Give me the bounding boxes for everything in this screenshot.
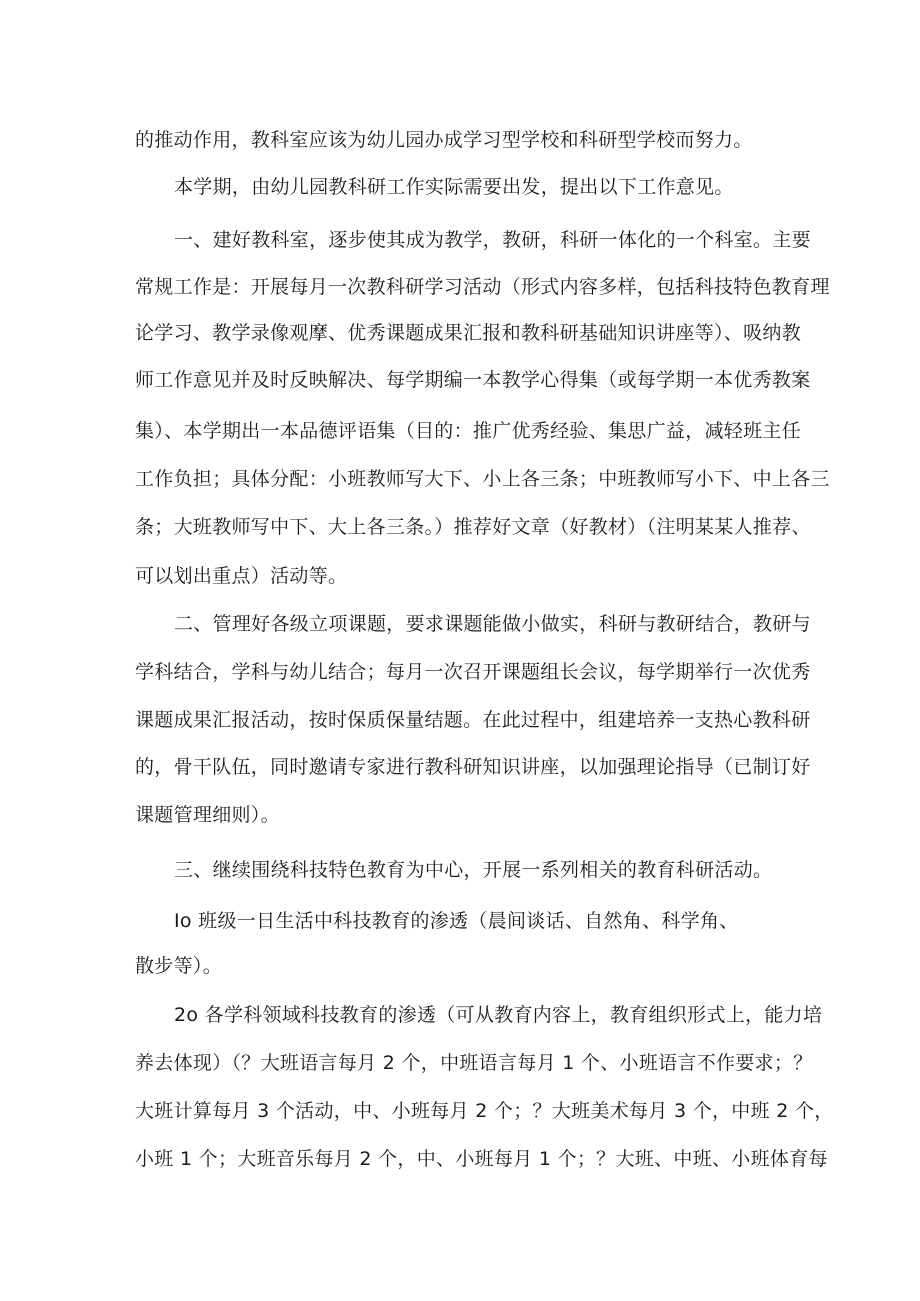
text-line: 课题管理细则）。 — [135, 804, 280, 826]
text-line: 散步等）。 — [135, 955, 223, 977]
text-line: 可以划出重点）活动等。 — [135, 565, 348, 587]
text-line: 课题成果汇报活动，按时保质保量结题。在此过程中，组建培养一支热心教科研 — [135, 709, 811, 731]
text-line: Io 班级一日生活中科技教育的渗透（晨间谈话、自然角、科学角、 — [174, 910, 739, 932]
text-line: 2o 各学科领域科技教育的渗透（可从教育内容上，教育组织形式上，能力培 — [174, 1004, 823, 1026]
text-line: 工作负担；具体分配：小班教师写大下、小上各三条；中班教师写小下、中上各三 — [135, 468, 830, 490]
text-line: 的，骨干队伍，同时邀请专家进行教科研知识讲座，以加强理论指导（已制订好 — [135, 756, 811, 778]
text-line: 二、管理好各级立项课题，要求课题能做小做实，科研与教研结合，教研与 — [174, 613, 811, 635]
text-line: 大班计算每月 3 个活动，中、小班每月 2 个；？大班美术每月 3 个，中班 2 个， — [135, 1100, 834, 1122]
text-line: 常规工作是：开展每月一次教科研学习活动（形式内容多样，包括科技特色教育理 — [135, 276, 830, 298]
text-line: 学科结合，学科与幼儿结合；每月一次召开课题组长会议，每学期举行一次优秀 — [135, 661, 811, 683]
text-line: 师工作意见并及时反映解决、每学期编一本教学心得集（或每学期一本优秀教案 — [135, 369, 811, 391]
text-line: 条；大班教师写中下、大上各三条。）推荐好文章（好教材）（注明某某人推荐、 — [135, 516, 811, 538]
text-line: 养去体现）（？大班语言每月 2 个，中班语言每月 1 个、小班语言不作要求；？ — [135, 1052, 813, 1074]
text-line: 的推动作用，教科室应该为幼儿园办成学习型学校和科研型学校而努力。 — [135, 129, 753, 151]
text-line: 小班 1 个；大班音乐每月 2 个，中、小班每月 1 个；？大班、中班、小班体育每 — [135, 1148, 828, 1170]
text-line: 本学期，由幼儿园教科研工作实际需要出发，提出以下工作意见。 — [174, 176, 734, 198]
text-line: 三、继续围绕科技特色教育为中心，开展一系列相关的教育科研活动。 — [174, 859, 773, 881]
text-line: 论学习、教学录像观摩、优秀课题成果汇报和教科研基础知识讲座等）、吸纳教 — [135, 322, 802, 344]
text-line: 一、建好教科室，逐步使其成为教学，教研，科研一体化的一个科室。主要 — [174, 229, 811, 251]
text-line: 集）、本学期出一本品德评语集（目的：推广优秀经验、集思广益，减轻班主任 — [135, 420, 802, 442]
